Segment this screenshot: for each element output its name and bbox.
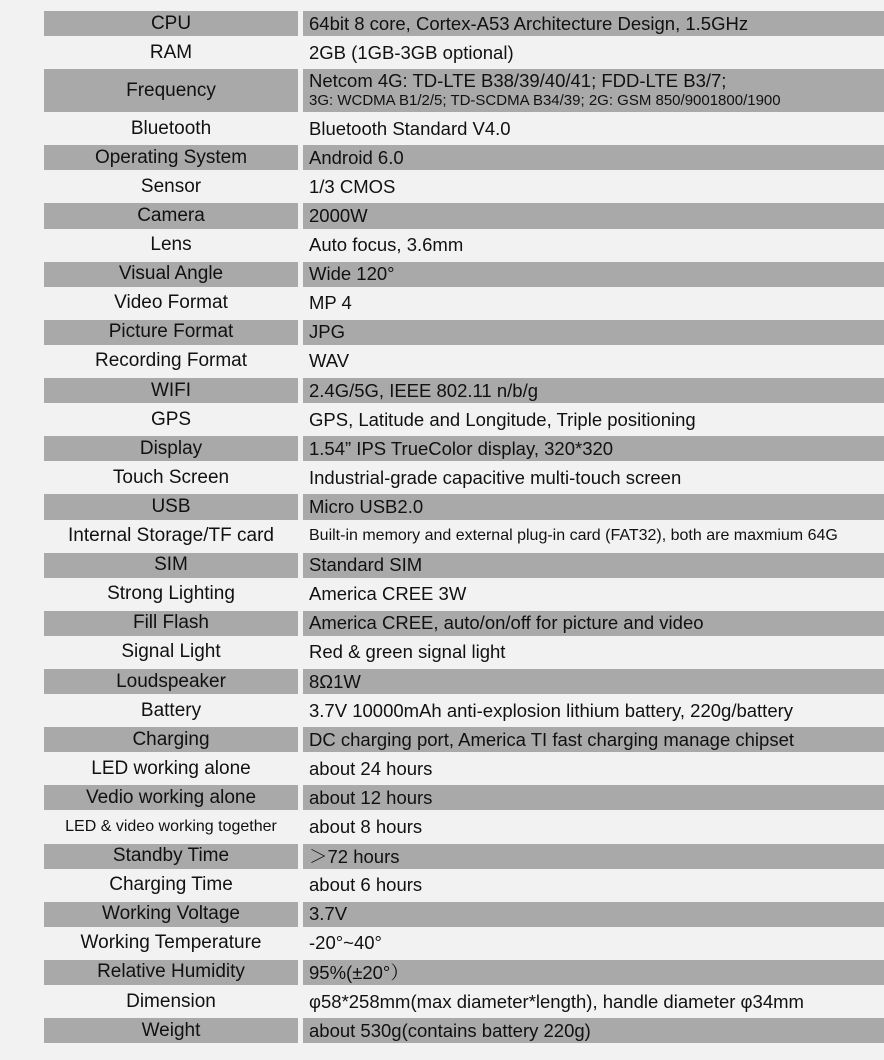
spec-label: Strong Lighting: [107, 583, 235, 605]
spec-value: [309, 67, 880, 114]
spec-label: GPS: [150, 408, 192, 430]
spec-row: [0, 114, 884, 143]
spec-label: LED working alone: [91, 757, 251, 779]
spec-value: Red & green signal light: [309, 641, 506, 663]
spec-label: Lens: [150, 234, 192, 256]
spec-label: Bluetooth: [130, 117, 212, 139]
spec-row: [0, 143, 884, 172]
spec-label: Charging: [132, 728, 210, 750]
spec-value: about 8 hours: [309, 815, 423, 837]
spec-row: [0, 172, 884, 201]
spec-row: [0, 551, 884, 580]
spec-row: [0, 347, 884, 376]
spec-label: RAM: [149, 41, 193, 63]
spec-row: [0, 987, 884, 1016]
spec-label: Camera: [137, 205, 205, 227]
spec-row: [0, 38, 884, 67]
spec-value: Built-in memory and external plug-in card (FAT32), both are maxmium 64G: [309, 527, 838, 545]
spec-value: about 6 hours: [309, 874, 423, 896]
spec-row: [0, 231, 884, 260]
spec-row: [0, 958, 884, 987]
spec-row: [0, 260, 884, 289]
spec-row: [0, 638, 884, 667]
spec-label: USB: [151, 495, 191, 517]
spec-label: SIM: [154, 554, 188, 576]
spec-label: Battery: [140, 699, 202, 721]
spec-label: Sensor: [140, 175, 202, 197]
spec-label: Video Format: [114, 292, 228, 314]
spec-value: 2.4G/5G, IEEE 802.11 n/b/g: [309, 379, 539, 401]
spec-row: [0, 9, 884, 38]
spec-label: Recording Format: [94, 350, 248, 372]
spec-label: Dimension: [126, 990, 216, 1012]
spec-value: Bluetooth Standard V4.0: [309, 117, 511, 139]
spec-row: [0, 405, 884, 434]
spec-label: Display: [139, 437, 203, 459]
spec-label: Loudspeaker: [116, 670, 226, 692]
spec-label: Standby Time: [112, 845, 230, 867]
spec-label: Internal Storage/TF card: [68, 525, 274, 547]
spec-label: Fill Flash: [132, 612, 209, 634]
spec-row: [0, 871, 884, 900]
spec-value: Wide 120°: [309, 263, 395, 285]
spec-label: Frequency: [126, 79, 216, 101]
spec-value: 1/3 CMOS: [309, 175, 396, 197]
spec-value: ＞72 hours: [309, 846, 400, 868]
spec-label: WIFI: [150, 379, 192, 401]
spec-value: America CREE 3W: [309, 583, 467, 605]
spec-row: [0, 754, 884, 783]
spec-row: [0, 667, 884, 696]
spec-row: [0, 929, 884, 958]
spec-value: GPS, Latitude and Longitude, Triple positioning: [309, 408, 696, 430]
spec-value: 2GB (1GB-3GB optional): [309, 41, 514, 63]
spec-row: [0, 522, 884, 551]
spec-value: about 530g(contains battery 220g): [309, 1019, 591, 1041]
spec-label: Charging Time: [109, 874, 233, 896]
spec-row: [0, 376, 884, 405]
spec-label: Picture Format: [108, 321, 234, 343]
spec-label: Visual Angle: [118, 263, 224, 285]
spec-row: [0, 492, 884, 521]
spec-value: 3.7V 10000mAh anti-explosion lithium battery, 220g/battery: [309, 699, 794, 721]
spec-value: WAV: [309, 350, 350, 372]
spec-row: [0, 783, 884, 812]
spec-row: [0, 289, 884, 318]
spec-label: Vedio working alone: [85, 786, 257, 808]
spec-row: [0, 67, 884, 114]
spec-value: about 12 hours: [309, 786, 433, 808]
spec-row: [0, 463, 884, 492]
spec-label: Weight: [141, 1019, 201, 1041]
spec-row: [0, 201, 884, 230]
spec-value: JPG: [309, 321, 345, 343]
spec-label: Working Temperature: [80, 932, 262, 954]
spec-value: 1.54” IPS TrueColor display, 320*320: [309, 437, 614, 459]
spec-label: Relative Humidity: [97, 961, 245, 983]
spec-row: [0, 318, 884, 347]
spec-row: [0, 900, 884, 929]
spec-row: [0, 842, 884, 871]
spec-value: MP 4: [309, 292, 352, 314]
spec-value: DC charging port, America TI fast charging manage chipset: [309, 728, 795, 750]
spec-value-line: 3G: WCDMA B1/2/5; TD-SCDMA B34/39; 2G: GSM 850/9001800/1900: [309, 91, 781, 109]
spec-row: [0, 1016, 884, 1045]
spec-value: 2000W: [309, 205, 368, 227]
spec-value: 95%(±20°）: [309, 962, 409, 984]
spec-value: about 24 hours: [309, 757, 433, 779]
spec-row: [0, 434, 884, 463]
spec-label: Working Voltage: [101, 903, 240, 925]
spec-value: Micro USB2.0: [309, 495, 424, 517]
spec-label: CPU: [150, 12, 192, 34]
spec-value: Android 6.0: [309, 146, 404, 168]
spec-value: -20°~40°: [309, 932, 382, 954]
spec-row: [0, 725, 884, 754]
spec-value: Standard SIM: [309, 554, 423, 576]
spec-row: [0, 696, 884, 725]
spec-value: φ58*258mm(max diameter*length), handle diameter φ34mm: [309, 990, 804, 1012]
spec-label: Signal Light: [121, 641, 221, 663]
spec-value: Auto focus, 3.6mm: [309, 234, 464, 256]
spec-row: [0, 812, 884, 841]
spec-value: 8Ω1W: [309, 670, 361, 692]
spec-row: [0, 609, 884, 638]
spec-value: Industrial-grade capacitive multi-touch screen: [309, 466, 682, 488]
spec-label: Operating System: [94, 146, 248, 168]
spec-value: 64bit 8 core, Cortex-A53 Architecture Design, 1.5GHz: [309, 12, 749, 34]
spec-label: Touch Screen: [112, 466, 230, 488]
spec-label: LED & video working together: [65, 817, 277, 835]
spec-value: 3.7V: [309, 903, 348, 925]
spec-value-line: Netcom 4G: TD-LTE B38/39/40/41; FDD-LTE B3/7;: [309, 69, 727, 91]
spec-row: [0, 580, 884, 609]
spec-value: America CREE, auto/on/off for picture and video: [309, 612, 704, 634]
